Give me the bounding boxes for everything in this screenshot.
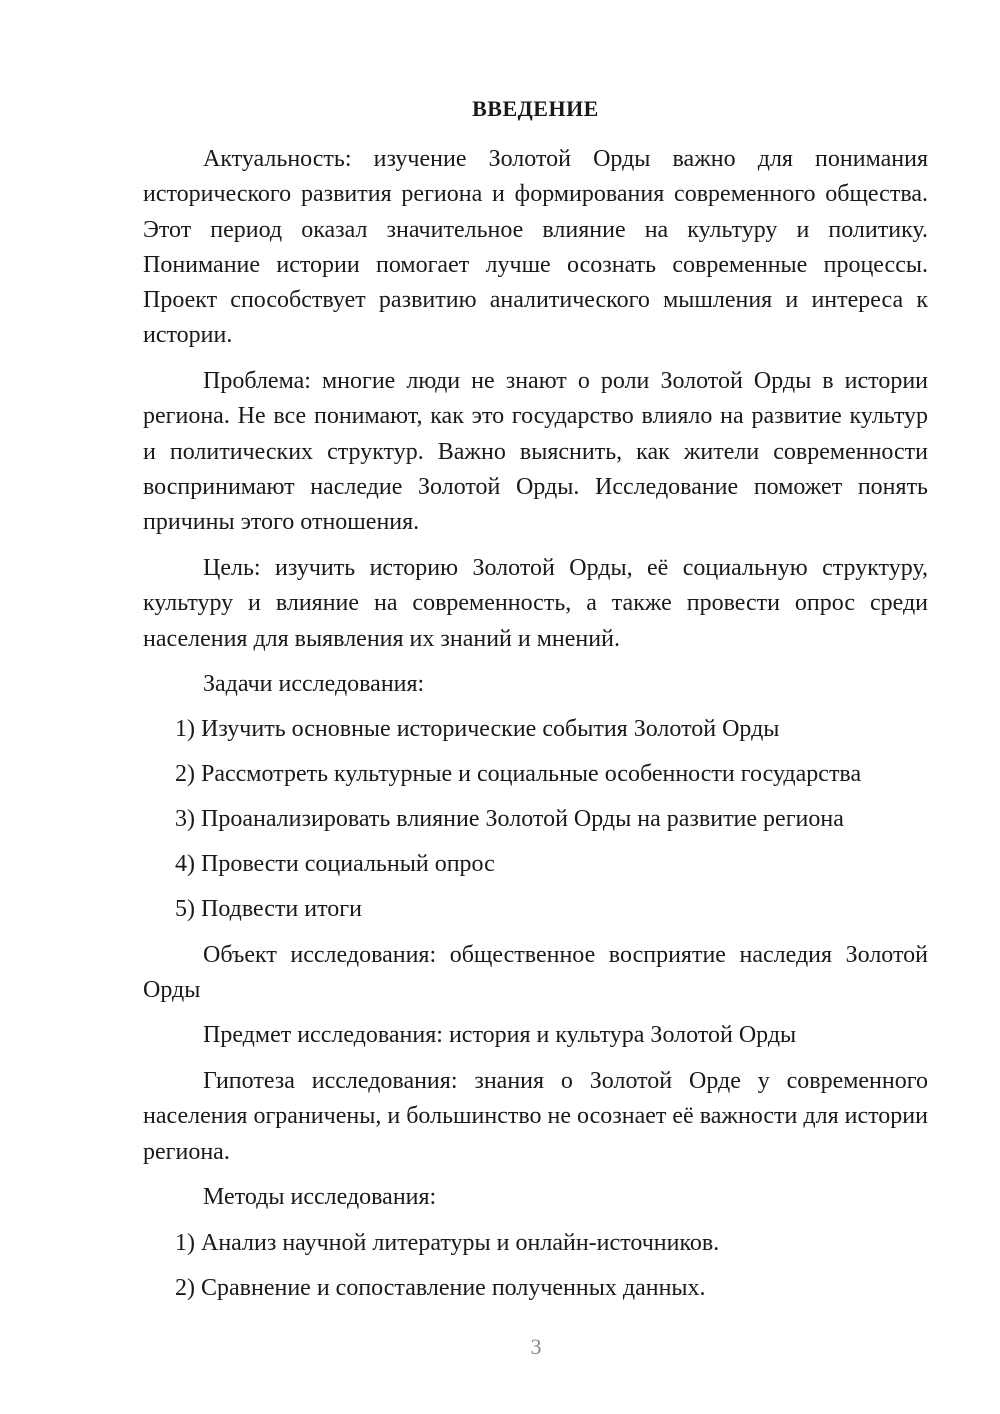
page-title: ВВЕДЕНИЕ [472,96,599,121]
task-item: 5) Подвести итоги [175,896,362,922]
problem-paragraph: Проблема: многие люди не знают о роли Золотой Орды в истории региона. Не все понимают, как это государство влияло на развитие культур и политических структур. Важно выяснить, как жители современности воспринимают наследие Золотой Орды. Исследование поможет понять причины этого отношения. [143,368,928,536]
task-item: 4) Провести социальный опрос [175,851,495,877]
page-number: 3 [530,1334,542,1359]
goal-paragraph: Цель: изучить историю Золотой Орды, её социальную структуру, культуру и влияние на современность, а также провести опрос среди населения для выявления их знаний и мнений. [143,555,928,652]
task-item: 1) Изучить основные исторические события Золотой Орды [175,716,780,742]
method-item: 2) Сравнение и сопоставление полученных данных. [175,1275,706,1301]
hypothesis-paragraph: Гипотеза исследования: знания о Золотой Орде у современного населения ограничены, и большинство не осознает её важности для истории региона. [143,1068,928,1165]
task-item: 2) Рассмотреть культурные и социальные особенности государства [175,761,862,787]
method-item: 1) Анализ научной литературы и онлайн-источников. [175,1230,720,1256]
tasks-title: Задачи исследования: [203,671,425,697]
methods-title: Методы исследования: [203,1184,437,1210]
subject-paragraph: Предмет исследования: история и культура Золотой Орды [203,1022,797,1048]
relevance-paragraph: Актуальность: изучение Золотой Орды важно для понимания исторического развития региона и формирования современного общества. Этот период оказал значительное влияние на культуру и политику. Понимание истории помогает лучше осознать современные процессы. Проект способствует развитию аналитического мышления и интереса к истории. [143,146,928,349]
object-paragraph: Объект исследования: общественное восприятие наследия Золотой Орды [143,942,928,1004]
task-item: 3) Проанализировать влияние Золотой Орды на развитие региона [175,806,844,832]
